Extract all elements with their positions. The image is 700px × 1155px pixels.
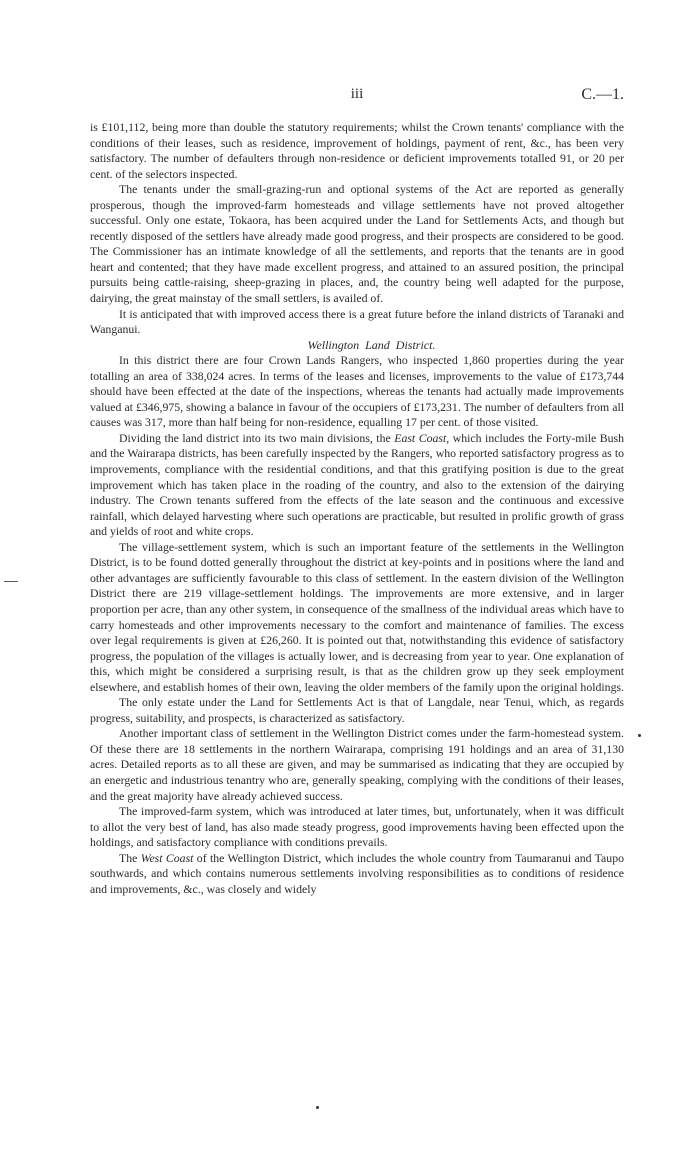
paragraph: The village-settlement system, which is such an important feature of the settlements in the Wellington District, is to be found dotted generally throughout the district at key-points and in positions where the land and other advantages are sufficiently favourable to this class of settlement. In the eastern division of the Wellington District there are 219 village-settlement holdings. The improvements are more extensive, and in larger proportion per acre, than any other system, in consequence of the smallness of the individual areas which have to carry homesteads and other improvements necessary to the comfort and maintenance of families. The excess over legal requirements is given at £26,260. It is pointed out that, notwithstanding this evidence of satisfactory progress, the population of the villages is actually lower, and is decreasing from year to year. One explanation of this, which might be considered a surprising result, is that as the children grow up they seek employment elsewhere, and establish homes of their own, leaving the older members of the family upon the original holdings. [90,539,625,694]
paragraph: The improved-farm system, which was introduced at later times, but, unfortunately, when it was difficult to allot the very best of land, has also made steady progress, good improvements having been effected upon the holdings, and satisfactory compliance with conditions prevails. [90,804,624,850]
page-number: iii [350,86,364,102]
paragraph: is £101,112, being more than double the statutory requirements; whilst the Crown tenants' compliance with the conditions of their leases, such as residence, improvement of holdings, payment of rent, &c., has been very satisfactory. The number of defaulters through non-residence or deficient improvements totalled 91, or 20 per cent. of the selectors inspected. [90,120,624,181]
paragraph-west-coast: The West Coast of the Wellington District, which includes the whole country from Taumaranui and Taupo southwards, and which contains numerous settlements involving responsibilities as to conditions of residence and improvements, &c., was closely and widely [90,850,624,896]
paragraph: In this district there are four Crown Lands Rangers, who inspected 1,860 properties during the year totalling an area of 338,024 acres. In terms of the leases and licenses, improvements to the value of £173,744 should have been effected at the date of the inspections, whereas the tenants had actually made improvements valued at £346,975, showing a balance in favour of the occupiers of £173,231. The number of defaulters from all causes was 317, more than half being for non-residence, equalling 17 per cent. of those visited. [90,353,624,430]
paragraph-east-coast: Dividing the land district into its two main divisions, the East Coast, which includes the Forty-mile Bush and the Wairarapa districts, has been carefully inspected by the Rangers, who reported satisfactory progress as to improvements, compliance with the residential conditions, and that this gratifying position is due to the great improvement which has taken place in the roading of the country, and also to the extension of the dairying industry. The Crown tenants suffered from the effects of the late season and the continuous and excessive rainfall, which delayed harvesting where such operations are practicable, but resulted in prolific growth of grass and yields of root and white crops. [90,430,624,539]
document-reference: C.—1. [581,86,624,103]
margin-mark [4,581,18,582]
body-text [90,120,624,897]
paragraph: It is anticipated that with improved access there is a great future before the inland districts of Taranaki and Wanganui. [90,306,624,337]
section-heading: Wellington Land District. [307,337,436,352]
emphasis-east-coast: East Coast [394,430,447,445]
margin-dot [638,734,641,737]
paragraph: Another important class of settlement in the Wellington District comes under the farm-homestead system. Of these there are 18 settlements in the northern Wairarapa, comprising 191 holdings and an area of 31,130 acres. Detailed reports as to all these are given, and may be summarised as indicating that they are occupied by an energetic and industrious tenantry who are, generally speaking, complying with the conditions of their leases, and the great majority have already achieved success. [90,726,624,803]
paragraph: The only estate under the Land for Settlements Act is that of Langdale, near Tenui, which, as regards progress, suitability, and prospects, is characterized as satisfactory. [90,695,624,725]
footer-dot [316,1106,319,1109]
emphasis-west-coast: West Coast [140,850,194,865]
page-header [90,86,624,108]
paragraph: The tenants under the small-grazing-run and optional systems of the Act are reported as generally prosperous, though the improved-farm homesteads and village settlements have not proved altogether successful. Only one estate, Tokaora, has been acquired under the Land for Settlements Acts, and though but recently disposed of the settlers have already made good progress, and their prospects are considered to be good. The Commissioner has an intimate knowledge of all the settlements, and reports that the tenants are in good heart and contented; that they have made excellent progress, and attained to an assured position, the principal pursuits being cattle-raising, sheep-grazing in places, and, the country being well adapted for the purpose, dairying, the great mainstay of the small settlers, is availed of. [90,182,624,306]
